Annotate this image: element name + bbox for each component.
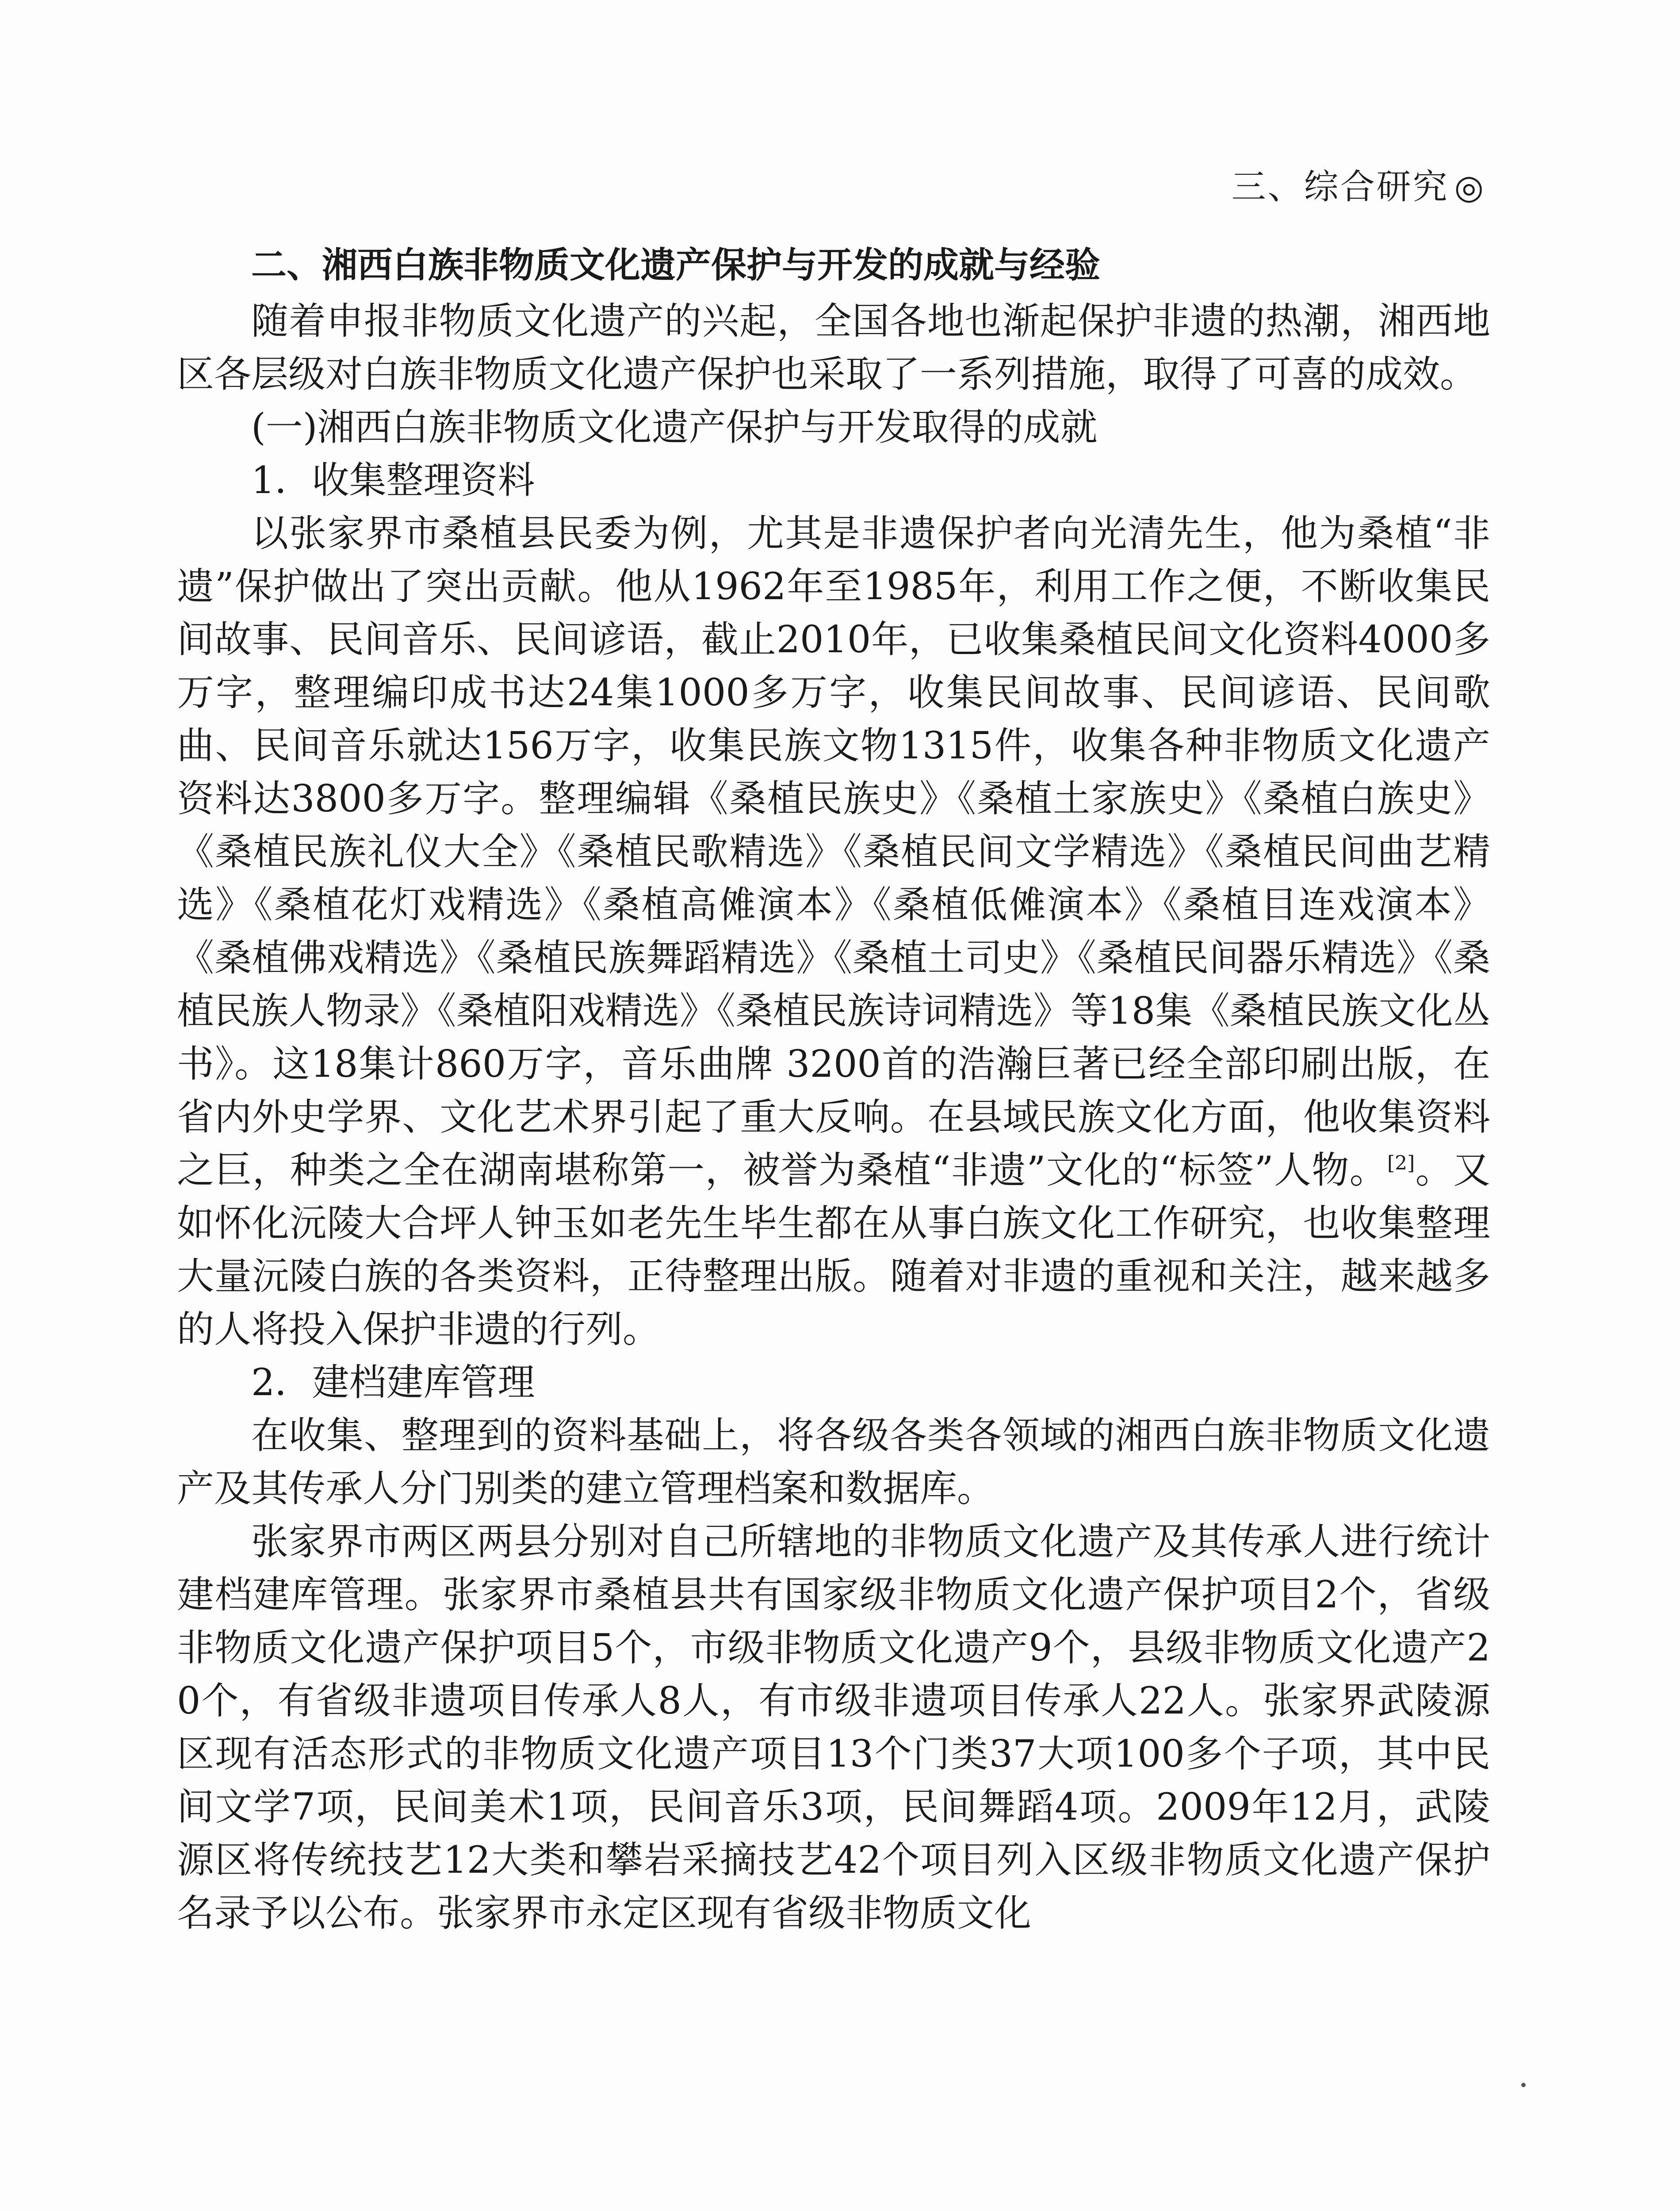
subsection-heading: (一)湘西白族非物质文化遗产保护与开发取得的成就	[251, 405, 1098, 449]
page-body	[177, 239, 1490, 1939]
item2-paragraph-2: 张家界市两区两县分别对自己所辖地的非物质文化遗产及其传承人进行统计建档建库管理。张家界市桑植县共有国家级非物质文化遗产保护项目2个，省级非物质文化遗产保护项目5个，市级非物质文化遗产9个，县级非物质文化遗产20个，有省级非遗项目传承人8人，有市级非遗项目传承人22人。张家界武陵源区现有活态形式的非物质文化遗产项目13个门类37大项100多个子项，其中民间文学7项，民间美术1项，民间音乐3项，民间舞蹈4项。2009年12月，武陵源区将传统技艺12大类和攀岩采摘技艺42个项目列入区级非物质文化遗产保护名录予以公布。张家界市永定区现有省级非物质文化	[177, 1520, 1490, 1935]
section-heading: 二、湘西白族非物质文化遗产保护与开发的成就与经验	[251, 245, 1100, 286]
intro-paragraph: 随着申报非物质文化遗产的兴起，全国各地也渐起保护非遗的热潮，湘西地区各层级对白族非物质文化遗产保护也采取了一系列措施，取得了可喜的成效。	[177, 299, 1490, 396]
running-head-title: 三、综合研究	[1231, 167, 1449, 207]
item2-paragraph-1: 在收集、整理到的资料基础上，将各级各类各领域的湘西白族非物质文化遗产及其传承人分门别类的建立管理档案和数据库。	[177, 1414, 1490, 1510]
margin-speck	[1521, 2083, 1526, 2087]
item1-text-before-citation: 以张家界市桑植县民委为例，尤其是非遗保护者向光清先生，他为桑植“非遗”保护做出了突出贡献。他从1962年至1985年，利用工作之便，不断收集民间故事、民间音乐、民间谚语，截止2010年，已收集桑植民间文化资料4000多万字，整理编印成书达24集1000多万字，收集民间故事、民间谚语、民间歌曲、民间音乐就达156万字，收集民族文物1315件，收集各种非物质文化遗产资料达3800多万字。整理编辑《桑植民族史》《桑植土家族史》《桑植白族史》《桑植民族礼仪大全》《桑植民歌精选》《桑植民间文学精选》《桑植民间曲艺精选》《桑植花灯戏精选》《桑植高傩演本》《桑植低傩演本》《桑植目连戏演本》《桑植佛戏精选》《桑植民族舞蹈精选》《桑植土司史》《桑植民间器乐精选》《桑植民族人物录》《桑植阳戏精选》《桑植民族诗词精选》等18集《桑植民族文化丛书》。这18集计860万字，音乐曲牌 3200首的浩瀚巨著已经全部印刷出版，在省内外史学界、文化艺术界引起了重大反响。在县域民族文化方面，他收集资料之巨，种类之全在湖南堪称第一，被誉为桑植“非遗”文化的“标签”人物。	[177, 512, 1490, 1192]
item1-text-after-citation: 。又如怀化沅陵大合坪人钟玉如老先生毕生都在从事白族文化工作研究，也收集整理大量沅陵白族的各类资料，正待整理出版。随着对非遗的重视和关注，越来越多的人将投入保护非遗的行列。	[177, 1148, 1490, 1351]
item1-paragraph	[177, 507, 1490, 1356]
running-head-circle-icon: ◎	[1454, 167, 1485, 207]
item2-title: 2．建档建库管理	[251, 1361, 535, 1404]
item1-title: 1．收集整理资料	[251, 459, 535, 502]
citation-marker: [2]	[1387, 1152, 1415, 1174]
running-head	[1232, 159, 1485, 209]
